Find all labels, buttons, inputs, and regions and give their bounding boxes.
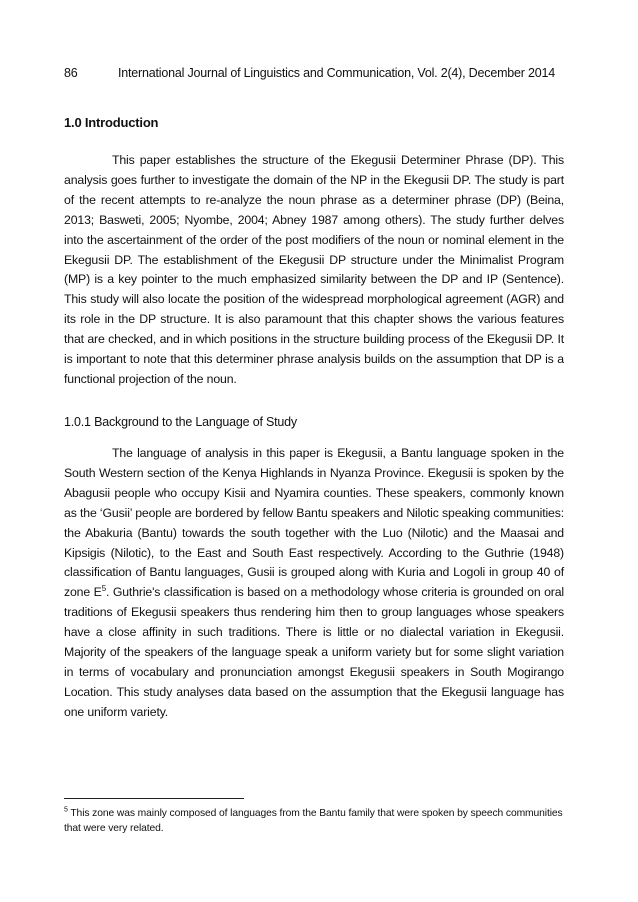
footnote-text: This zone was mainly composed of languages from the Bantu family that were spoken by speech communities that were very related. (64, 808, 563, 834)
running-header (64, 66, 564, 80)
footnote (64, 806, 564, 836)
footnote-reference: 5 (101, 584, 106, 594)
footnote-separator (64, 798, 244, 799)
page-number: 86 (64, 66, 78, 80)
journal-citation: International Journal of Linguistics and Communication, Vol. 2(4), December 2014 (118, 66, 556, 80)
background-paragraph (64, 444, 564, 723)
section-heading-introduction: 1.0 Introduction (64, 115, 159, 130)
introduction-text: This paper establishes the structure of the Ekegusii Determiner Phrase (DP). This analysis goes further to investigate the domain of the NP in the Ekegusii DP. The study is part of the recent attempts to re-analyze the noun phrase as a determiner phrase (DP) (Beina, 2013; Basweti, 2005; Nyombe, 2004; Abney 1987 among others). The study further delves into the ascertainment of the order of the post modifiers of the noun or nominal element in the Ekegusii DP. The establishment of the Ekegusii DP structure under the Minimalist Program (MP) is a key pointer to the much emphasized similarity between the DP and IP (Sentence). This study will also locate the position of the widespread morphological agreement (AGR) and its role in the DP structure. It is also paramount that this chapter shows the various features that are checked, and in which positions in the structure building process of the Ekegusii DP. It is important to note that this determiner phrase analysis builds on the assumption that DP is a functional projection of the noun. (64, 153, 564, 386)
footnote-marker: 5 (64, 806, 68, 814)
subsection-heading-background: 1.0.1 Background to the Language of Study (64, 415, 297, 429)
background-text-part2: . Guthrie's classification is based on a methodology whose criteria is grounded on oral traditions of Ekegusii speakers thus rendering him then to group languages whose speakers have a close affinity in such traditions. There is little or no dialectal variation in Ekegusii. Majority of the speakers of the language speak a uniform variety but for some slight variation in terms of vocabulary and pronunciation amongst Ekegusii speakers in South Mogirango Location. This study analyses data based on the assumption that the Ekegusii language has one uniform variety. (64, 585, 564, 719)
background-text-part1: The language of analysis in this paper is Ekegusii, a Bantu language spoken in the South Western section of the Kenya Highlands in Nyanza Province. Ekegusii is spoken by the Abagusii people who occupy Kisii and Nyamira counties. These speakers, commonly known as the ‘Gusii’ people are bordered by fellow Bantu speakers and Nilotic speaking communities: the Abakuria (Bantu) towards the south together with the Luo (Nilotic) and the Maasai and Kipsigis (Nilotic), to the East and South East respectively. According to the Guthrie (1948) classification of Bantu languages, Gusii is grouped along with Kuria and Logoli in group 40 of zone E (64, 446, 564, 600)
introduction-paragraph (64, 151, 564, 390)
